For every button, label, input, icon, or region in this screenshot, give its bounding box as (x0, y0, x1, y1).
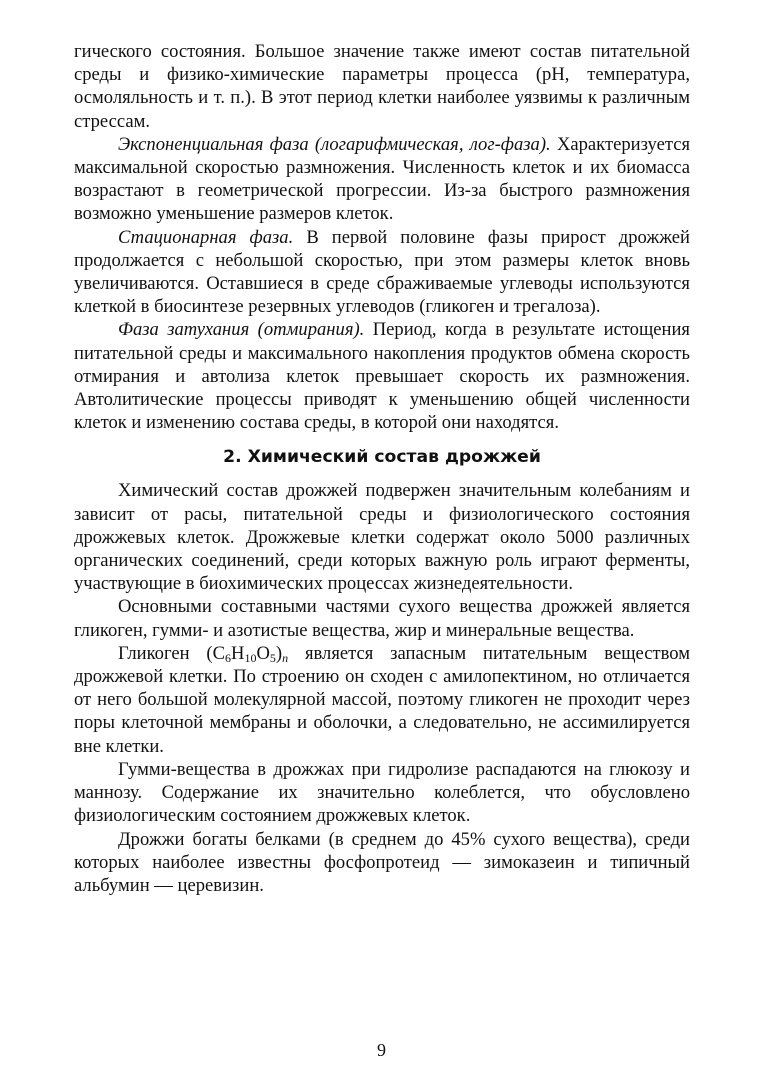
term-exponential-phase: Экспоненциальная фаза (логарифмическая, лог-фаза). (118, 133, 551, 155)
term-stationary-phase: Стационарная фаза. (118, 226, 294, 248)
paragraph-gummi: Гумми-вещества в дрожжах при гидролизе распадаются на глюкозу и маннозу. Содержание их значительно колеблется, что обусловлено физиологическим состоянием дрожжевых клеток. (74, 758, 690, 827)
paragraph-chemical-composition: Химический состав дрожжей подвержен значительным колебаниям и зависит от расы, питательной среды и физиологического состояния дрожжевых клеток. Дрожжевые клетки содержат около 5000 различных органических соединений, среди которых важную роль играют ферменты, участвующие в биохимических процессах жизнедеятельности. (74, 480, 690, 595)
paragraph-proteins: Дрожжи богаты белками (в среднем до 45% сухого вещества), среди которых наиболее известны фосфопротеид — зимоказеин и типичный альбумин — церевизин. (74, 828, 690, 896)
paragraph-continuation: гического состояния. Большое значение также имеют состав питательной среды и физико-химические параметры процесса (pH, температура, осмоляльность и т. п.). В этот период клетки наиболее уязвимы к различным стрессам. (74, 41, 690, 132)
page-number: 9 (377, 1040, 386, 1060)
section-heading: 2. Химический состав дрожжей (223, 447, 541, 468)
paragraph-exponential-phase: Экспоненциальная фаза (логарифмическая, лог-фаза). Характеризуется максимальной скоростью размножения. Численность клеток и их биомасса возрастают в геометрической прогрессии. Из-за быстрого размножения возможно уменьшение размеров клеток. (74, 133, 690, 225)
paragraph-glycogen: Гликоген $(C_6H_{10}O_5)_n$ является запасным питательным веществом дрожжевой клетки. По строению он сходен с амилопектином, но отличается от него большой молекулярной массой, поэтому гликоген не проходит через поры клеточной мембраны и оболочки, а следовательно, не ассимилируется вне клетки. (74, 642, 690, 757)
paragraph-decline-phase: Фаза затухания (отмирания). Период, когда в результате истощения питательной среды и максимального накопления продуктов обмена скорость отмирания и автолиза клеток превышает скорость их размножения. Автолитические процессы приводят к уменьшению общей численности клеток и изменению состава среды, в которой они находятся. (74, 319, 690, 434)
document-page (74, 40, 690, 897)
paragraph-stationary-phase: Стационарная фаза. В первой половине фазы прирост дрожжей продолжается с небольшой скоростью, при этом размеры клеток вновь увеличиваются. Оставшиеся в среде сбраживаемые углеводы используются клеткой в биосинтезе резервных углеводов (гликоген и трегалоза). (74, 226, 691, 318)
paragraph-dry-matter: Основными составными частями сухого вещества дрожжей является гликоген, гумми- и азотистые вещества, жир и минеральные вещества. (74, 596, 690, 641)
term-decline-phase: Фаза затухания (отмирания). (118, 319, 365, 341)
